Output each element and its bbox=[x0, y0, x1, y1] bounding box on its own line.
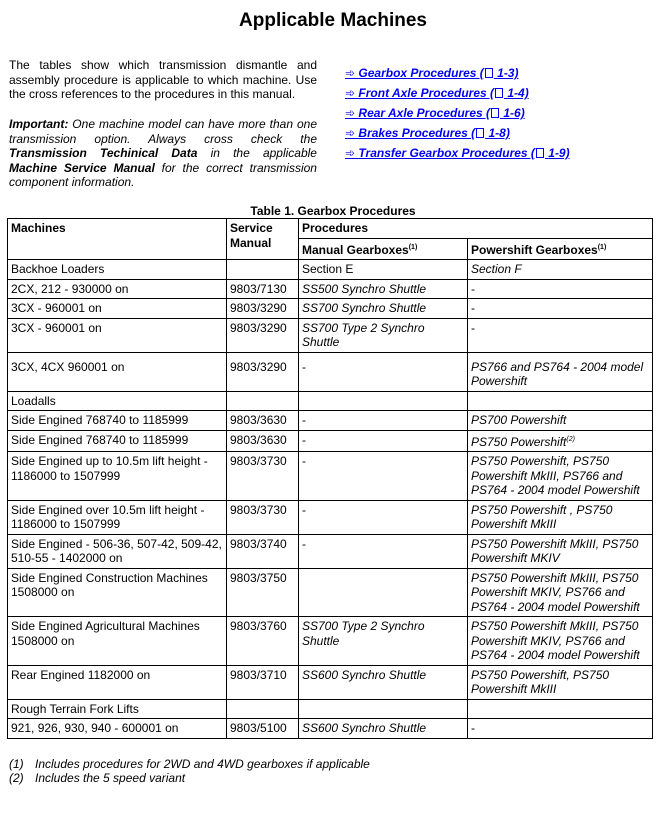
arrow-icon: ➾ bbox=[345, 86, 356, 100]
table-row bbox=[8, 719, 653, 739]
gearbox-procedures-table bbox=[7, 218, 653, 739]
intro-paragraph: The tables show which transmission dismantle and assembly procedure is applicable to which machine. Use the cross references to the procedures in this manual. bbox=[9, 58, 317, 101]
footnote: (2) Includes the 5 speed variant bbox=[9, 771, 186, 785]
section-label: Backhoe Loaders bbox=[8, 260, 227, 280]
machine-cell: Side Engined Construction Machines 1508000 on bbox=[8, 568, 227, 617]
powershift-cell: PS750 Powershift, PS750 Powershift MkIII bbox=[468, 665, 653, 699]
arrow-icon: ➾ bbox=[345, 126, 356, 140]
manual-cell: - bbox=[299, 352, 468, 391]
powershift-cell: PS700 Powershift bbox=[468, 411, 653, 431]
header-procedures: Procedures bbox=[299, 219, 653, 239]
service-manual-cell: 9803/3760 bbox=[227, 617, 299, 666]
table-row bbox=[8, 617, 653, 666]
manual-cell bbox=[299, 568, 468, 617]
service-manual-cell: 9803/3730 bbox=[227, 452, 299, 501]
arrow-icon: ➾ bbox=[345, 146, 356, 160]
brakes-procedures-link[interactable]: ➾ Brakes Procedures ( 1-8) bbox=[345, 126, 510, 140]
powershift-cell: PS766 and PS764 - 2004 model Powershift bbox=[468, 352, 653, 391]
transfer-gearbox-procedures-link[interactable]: ➾ Transfer Gearbox Procedures ( 1-9) bbox=[345, 146, 570, 160]
machine-cell: Side Engined up to 10.5m lift height - 1186000 to 1507999 bbox=[8, 452, 227, 501]
rear-axle-procedures-link[interactable]: ➾ Rear Axle Procedures ( 1-6) bbox=[345, 106, 525, 120]
powershift-cell: - bbox=[468, 719, 653, 739]
manual-cell: SS600 Synchro Shuttle bbox=[299, 665, 468, 699]
manual-cell: - bbox=[299, 534, 468, 568]
section-row-loadalls bbox=[8, 391, 653, 411]
manual-cell: - bbox=[299, 430, 468, 452]
table-header-row bbox=[8, 219, 653, 239]
manual-cell: SS500 Synchro Shuttle bbox=[299, 279, 468, 299]
machine-cell: 3CX, 4CX 960001 on bbox=[8, 352, 227, 391]
service-manual-cell: 9803/7130 bbox=[227, 279, 299, 299]
header-powershift-gearboxes: Powershift Gearboxes$^{(1)}$ bbox=[468, 238, 653, 260]
gearbox-procedures-link[interactable]: ➾ Gearbox Procedures ( 1-3) bbox=[345, 66, 519, 80]
table-row bbox=[8, 318, 653, 352]
machine-cell: Side Engined - 506-36, 507-42, 509-42, 510-55 - 1402000 on bbox=[8, 534, 227, 568]
section-row-rough-terrain bbox=[8, 699, 653, 719]
page-title: Applicable Machines bbox=[239, 10, 427, 31]
section-row-backhoe bbox=[8, 260, 653, 280]
machine-cell: 921, 926, 930, 940 - 600001 on bbox=[8, 719, 227, 739]
manual-cell: - bbox=[299, 411, 468, 431]
powershift-cell: PS750 Powershift MkIII, PS750 Powershift MKIV, PS766 and PS764 - 2004 model Powershift bbox=[468, 617, 653, 666]
manual-cell: SS700 Synchro Shuttle bbox=[299, 299, 468, 319]
powershift-section: Section F bbox=[468, 260, 653, 280]
machine-cell: Rear Engined 1182000 on bbox=[8, 665, 227, 699]
machine-cell: 2CX, 212 - 930000 on bbox=[8, 279, 227, 299]
table-row bbox=[8, 665, 653, 699]
table-row bbox=[8, 279, 653, 299]
powershift-cell: - bbox=[468, 299, 653, 319]
service-manual-cell: 9803/3740 bbox=[227, 534, 299, 568]
section-label: Rough Terrain Fork Lifts bbox=[8, 699, 227, 719]
powershift-cell: PS750 Powershift$^{(2)}$ bbox=[468, 430, 653, 452]
machine-cell: 3CX - 960001 on bbox=[8, 318, 227, 352]
footnotes bbox=[9, 757, 370, 785]
table-row bbox=[8, 568, 653, 617]
page-icon bbox=[495, 88, 503, 98]
table-row bbox=[8, 534, 653, 568]
important-note: Important: One machine model can have more than one transmission option. Always cross check the Transmission Techinical Data in the applicable Machine Service Manual for the correct transmission component information. bbox=[9, 117, 317, 189]
table-row bbox=[8, 430, 653, 452]
machine-cell: Side Engined 768740 to 1185999 bbox=[8, 411, 227, 431]
machine-cell: Side Engined over 10.5m lift height - 1186000 to 1507999 bbox=[8, 500, 227, 534]
table-row bbox=[8, 452, 653, 501]
service-manual-cell: 9803/3750 bbox=[227, 568, 299, 617]
service-manual-cell: 9803/3290 bbox=[227, 352, 299, 391]
table-caption: Table 1. Gearbox Procedures bbox=[250, 204, 416, 218]
powershift-cell: - bbox=[468, 318, 653, 352]
arrow-icon: ➾ bbox=[345, 106, 356, 120]
service-manual-cell: 9803/3290 bbox=[227, 299, 299, 319]
table-row bbox=[8, 411, 653, 431]
table-row bbox=[8, 352, 653, 391]
machine-cell: Side Engined 768740 to 1185999 bbox=[8, 430, 227, 452]
cross-reference-list bbox=[345, 63, 570, 163]
service-manual-cell: 9803/3630 bbox=[227, 411, 299, 431]
manual-cell: SS700 Type 2 Synchro Shuttle bbox=[299, 318, 468, 352]
service-manual-cell: 9803/3730 bbox=[227, 500, 299, 534]
table-row bbox=[8, 500, 653, 534]
machine-cell: Side Engined Agricultural Machines 1508000 on bbox=[8, 617, 227, 666]
powershift-cell: PS750 Powershift , PS750 Powershift MkIII bbox=[468, 500, 653, 534]
header-manual-gearboxes: Manual Gearboxes$^{(1)}$ bbox=[299, 238, 468, 260]
front-axle-procedures-link[interactable]: ➾ Front Axle Procedures ( 1-4) bbox=[345, 86, 529, 100]
powershift-cell: PS750 Powershift MkIII, PS750 Powershift MKIV bbox=[468, 534, 653, 568]
service-manual-cell: 9803/3630 bbox=[227, 430, 299, 452]
arrow-icon: ➾ bbox=[345, 66, 356, 80]
important-label: Important: bbox=[9, 117, 69, 131]
powershift-cell: PS750 Powershift, PS750 Powershift MkIII, PS766 and PS764 - 2004 model Powershift bbox=[468, 452, 653, 501]
page-icon bbox=[491, 108, 499, 118]
manual-section: Section E bbox=[299, 260, 468, 280]
powershift-cell: - bbox=[468, 279, 653, 299]
service-manual-cell: 9803/5100 bbox=[227, 719, 299, 739]
page-icon bbox=[536, 148, 544, 158]
powershift-cell: PS750 Powershift MkIII, PS750 Powershift MKIV, PS766 and PS764 - 2004 model Powershift bbox=[468, 568, 653, 617]
table-row bbox=[8, 299, 653, 319]
service-manual-cell: 9803/3290 bbox=[227, 318, 299, 352]
service-manual-cell: 9803/3710 bbox=[227, 665, 299, 699]
page-icon bbox=[485, 68, 493, 78]
manual-cell: SS700 Type 2 Synchro Shuttle bbox=[299, 617, 468, 666]
header-service-manual: Service Manual bbox=[227, 219, 299, 260]
manual-cell: SS600 Synchro Shuttle bbox=[299, 719, 468, 739]
page-icon bbox=[476, 128, 484, 138]
section-label: Loadalls bbox=[8, 391, 227, 411]
machine-cell: 3CX - 960001 on bbox=[8, 299, 227, 319]
manual-cell: - bbox=[299, 500, 468, 534]
footnote: (1) Includes procedures for 2WD and 4WD gearboxes if applicable bbox=[9, 757, 370, 771]
manual-cell: - bbox=[299, 452, 468, 501]
header-machines: Machines bbox=[8, 219, 227, 260]
